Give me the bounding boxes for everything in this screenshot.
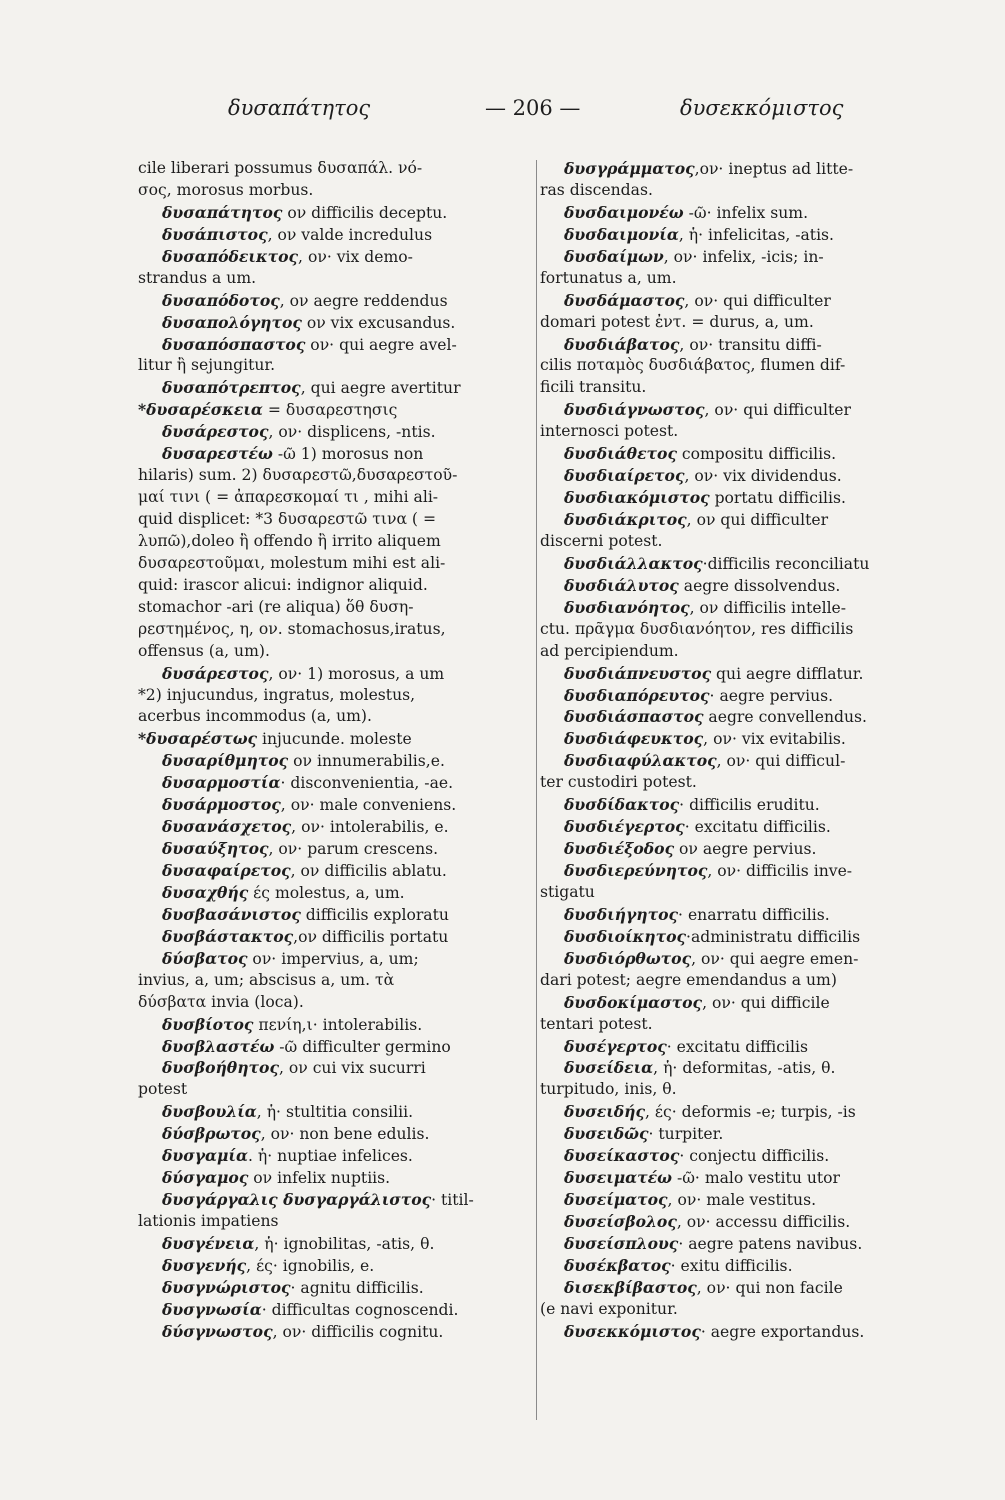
- definition-text: · aegre exportandus.: [700, 1322, 865, 1341]
- definition-text: , ές· deformis -e; turpis, -is: [644, 1103, 856, 1122]
- dictionary-line: [138, 334, 533, 356]
- definition-text: discerni potest.: [540, 531, 663, 550]
- definition-text: potest: [138, 1080, 188, 1099]
- headword: δυσγενής: [162, 1255, 247, 1275]
- dictionary-line: [540, 860, 935, 882]
- definition-text: ρεστημένος, η, ον. stomachosus,iratus,: [138, 619, 446, 638]
- definition-text: tentari potest.: [540, 1014, 653, 1033]
- headword: δυσαπόδεικτος: [162, 246, 299, 266]
- definition-text: , ον· male conveniens.: [280, 796, 457, 815]
- definition-text: λυπῶ),doleo ἢ offendo ἢ irrito aliquem: [138, 531, 441, 550]
- column-divider: [536, 160, 537, 1420]
- headword: δυσείσβολος: [564, 1212, 677, 1231]
- headword: δυσδιάθετος: [564, 444, 677, 464]
- headword: δυσδιαίρετος: [564, 466, 685, 486]
- dictionary-line: [540, 1123, 935, 1145]
- dictionary-line: [540, 772, 935, 794]
- headword: δύσγνωστος: [162, 1321, 273, 1341]
- definition-text: , ον· difficilis inve-: [707, 862, 853, 880]
- dictionary-line: [138, 816, 533, 838]
- headword: δυσαχθής: [162, 882, 249, 902]
- definition-text: quid displicet: *3 δυσαρεστῶ τινα ( =: [138, 510, 437, 528]
- dictionary-line: [138, 377, 533, 399]
- dictionary-line: [138, 772, 533, 794]
- definition-text: dari potest; aegre emendandus a um): [540, 970, 837, 989]
- definition-text: cilis ποταμὸς δυσδιάβατος, flumen dif-: [540, 356, 846, 375]
- definition-text: · difficilis eruditu.: [679, 796, 820, 815]
- headword: δυσαρίθμητος: [162, 751, 289, 771]
- dictionary-line: [138, 1057, 533, 1079]
- dictionary-line: [540, 443, 935, 465]
- dictionary-line: [138, 443, 533, 465]
- definition-text: , ον aegre reddendus: [279, 291, 448, 310]
- definition-text: · excitatu difficilis: [666, 1037, 808, 1056]
- headword: δυσδιάκριτος: [564, 510, 687, 529]
- header-right-guide-word: δυσεκκόμιστος: [680, 96, 844, 120]
- headword: δυσειδῶς: [564, 1124, 649, 1144]
- definition-text: , ον· qui aegre emen-: [691, 949, 859, 968]
- dictionary-line: [138, 1145, 533, 1167]
- dictionary-line: [540, 1145, 935, 1167]
- definition-text: cile liberari possumus δυσαπάλ. νό-: [138, 159, 423, 177]
- definition-text: -ῶ difficulter germino: [274, 1037, 451, 1056]
- definition-text: ον infelix nuptiis.: [248, 1169, 391, 1188]
- headword: δυσαπότρεπτος: [162, 378, 301, 398]
- headword: δυσδίδακτος: [564, 795, 680, 815]
- definition-text: , ον difficilis ablatu.: [290, 862, 447, 880]
- definition-text: ον innumerabilis,e.: [288, 752, 445, 771]
- left-column: [138, 158, 533, 1343]
- definition-text: · enarratu difficilis.: [678, 905, 830, 924]
- dictionary-line: [138, 421, 533, 443]
- dictionary-line: [138, 794, 533, 816]
- dictionary-line: [138, 992, 533, 1014]
- headword: δυσδιήγητος: [564, 904, 679, 924]
- definition-text: δυσαρεστοῦμαι, molestum mihi est ali-: [138, 553, 446, 572]
- headword: δυσαρμοστία: [162, 773, 281, 793]
- dictionary-line: [138, 1014, 533, 1036]
- right-column: [540, 158, 935, 1343]
- headword: δυσγράμματος: [564, 159, 695, 178]
- dictionary-line: [138, 158, 533, 180]
- definition-text: , ἡ· ignobilitas, -atis, θ.: [254, 1234, 435, 1253]
- definition-text: aegre convellendus.: [703, 708, 868, 727]
- headword: δυσάρεστος: [162, 663, 269, 683]
- definition-text: · aegre pervius.: [709, 686, 834, 705]
- dictionary-line: [540, 1101, 935, 1123]
- headword: δυσδιάβατος: [564, 334, 680, 354]
- dictionary-line: [138, 970, 533, 992]
- headword: δυσγνωσία: [162, 1299, 262, 1319]
- definition-text: , qui aegre avertitur: [300, 379, 461, 398]
- definition-text: , ον cui vix sucurri: [278, 1059, 426, 1078]
- definition-text: hilaris) sum. 2) δυσαρεστῶ,δυσαρεστοῦ-: [138, 466, 458, 485]
- definition-text: ficili transitu.: [540, 378, 647, 397]
- headword: δυσεκκόμιστος: [564, 1321, 701, 1341]
- definition-text: , ον· vix demo-: [298, 247, 413, 266]
- definition-text: *2) injucundus, ingratus, molestus,: [138, 685, 416, 704]
- dictionary-line: [138, 465, 533, 487]
- dictionary-line: [138, 1189, 533, 1211]
- definition-text: , ον· qui difficulter: [684, 291, 831, 310]
- headword: δυσάρεστος: [162, 422, 269, 442]
- dictionary-line: [138, 1277, 533, 1299]
- definition-text: (e navi exponitur.: [540, 1299, 678, 1318]
- headword: δυσαπόδοτος: [162, 290, 280, 310]
- dictionary-line: [138, 399, 533, 421]
- dictionary-line: [138, 246, 533, 268]
- dictionary-line: [540, 794, 935, 816]
- headword: δυσγάργαλις δυσγαργάλιστος: [162, 1190, 432, 1210]
- dictionary-line: [540, 334, 935, 356]
- dictionary-line: [138, 1255, 533, 1277]
- headword: δυσβουλία: [162, 1102, 257, 1122]
- headword: δυσείδεια: [564, 1058, 654, 1078]
- headword: δυσδιαπόρευτος: [564, 685, 710, 705]
- dictionary-line: [138, 1167, 533, 1189]
- dictionary-line: [138, 838, 533, 860]
- dictionary-line: [540, 948, 935, 970]
- definition-text: , ον· qui difficulter: [704, 401, 851, 420]
- definition-text: turpitudo, inis, θ.: [540, 1080, 677, 1099]
- dictionary-line: [138, 1123, 533, 1145]
- dictionary-line: [540, 882, 935, 904]
- dictionary-line: [138, 882, 533, 904]
- headword: δυσαπάτητος: [162, 202, 283, 222]
- definition-text: · exitu difficilis.: [670, 1256, 793, 1275]
- headword: δυσβλαστέω: [162, 1036, 275, 1056]
- definition-text: , ον· qui difficul-: [716, 752, 846, 771]
- definition-text: · turpiter.: [648, 1125, 724, 1144]
- headword: δύσβρωτος: [162, 1124, 261, 1144]
- headword: δυσανάσχετος: [162, 817, 292, 837]
- dictionary-line: [540, 246, 935, 268]
- dictionary-line: [540, 1321, 935, 1343]
- definition-text: fortunatus a, um.: [540, 268, 677, 287]
- definition-text: · excitatu difficilis.: [684, 818, 831, 837]
- definition-text: internosci potest.: [540, 422, 679, 441]
- definition-text: -ῶ· malo vestitu utor: [671, 1169, 840, 1188]
- definition-text: · difficultas cognoscendi.: [261, 1300, 459, 1319]
- dictionary-line: [540, 1167, 935, 1189]
- headword: δυσδαιμονέω: [564, 202, 684, 222]
- headword: δυσδιάφευκτος: [564, 729, 704, 749]
- dictionary-line: [540, 904, 935, 926]
- definition-text: difficilis exploratu: [300, 905, 449, 924]
- dictionary-line: [540, 663, 935, 685]
- definition-text: stomachor -ari (re aliqua) ὅθ δυση-: [138, 597, 414, 616]
- definition-text: · titil-: [431, 1191, 474, 1210]
- definition-text: portatu difficilis.: [709, 489, 846, 508]
- dictionary-line: [540, 487, 935, 509]
- headword: δυσγνώριστος: [162, 1277, 291, 1297]
- dictionary-line: [138, 597, 533, 619]
- headword: δυσδιερεύνητος: [564, 861, 708, 880]
- dictionary-line: [540, 728, 935, 750]
- dictionary-line: [540, 180, 935, 202]
- headword: δυσέγερτος: [564, 1036, 667, 1056]
- dictionary-line: [540, 355, 935, 377]
- headword: δύσβατος: [162, 948, 248, 968]
- definition-text: , ον· difficilis cognitu.: [272, 1322, 444, 1341]
- dictionary-line: [138, 531, 533, 553]
- definition-text: ,ον difficilis portatu: [293, 927, 449, 946]
- dictionary-line: [540, 1233, 935, 1255]
- dictionary-line: [540, 377, 935, 399]
- definition-text: ον difficilis deceptu.: [282, 203, 448, 222]
- header-left-guide-word: δυσαπάτητος: [228, 96, 371, 120]
- dictionary-line: [138, 1101, 533, 1123]
- definition-text: , ον· intolerabilis, e.: [291, 818, 449, 837]
- dictionary-line: [540, 1036, 935, 1058]
- definition-text: litur ἢ sejungitur.: [138, 356, 276, 375]
- headword: δυσείματος: [564, 1190, 668, 1210]
- headword: δυσαφαίρετος: [162, 861, 291, 880]
- headword: δυσδιέξοδος: [564, 839, 675, 859]
- definition-text: compositu difficilis.: [676, 445, 837, 464]
- headword: δυσειματέω: [564, 1168, 672, 1188]
- definition-text: , ον· qui difficile: [702, 993, 830, 1012]
- headword: δυσάρμοστος: [162, 795, 281, 815]
- dictionary-line: [138, 1299, 533, 1321]
- headword: δυσδιοίκητος: [564, 926, 687, 946]
- headword: δυσείσπλους: [564, 1233, 679, 1253]
- headword: δυσγένεια: [162, 1233, 255, 1253]
- definition-text: -ῶ 1) morosus non: [272, 445, 424, 464]
- definition-text: acerbus incommodus (a, um).: [138, 707, 372, 726]
- definition-text: ον· qui aegre avel-: [305, 335, 457, 354]
- dictionary-line: [540, 685, 935, 707]
- headword: δυσειδής: [564, 1102, 645, 1122]
- definition-text: , ον· vix dividendus.: [684, 467, 842, 486]
- definition-text: , ον· non bene edulis.: [260, 1125, 430, 1144]
- definition-text: , ον difficilis intelle-: [689, 598, 847, 617]
- dictionary-line: [540, 1277, 935, 1299]
- dictionary-line: [540, 509, 935, 531]
- dictionary-line: [138, 1321, 533, 1343]
- dictionary-line: [138, 641, 533, 663]
- definition-text: offensus (a, um).: [138, 641, 270, 660]
- dictionary-line: [138, 1233, 533, 1255]
- headword: δυσείκαστος: [564, 1146, 680, 1166]
- definition-text: ·administratu difficilis: [686, 927, 861, 946]
- headword: δυσαπολόγητος: [162, 312, 302, 332]
- definition-text: strandus a um.: [138, 268, 257, 287]
- headword: δυσδάμαστος: [564, 290, 685, 310]
- headword: δυσβάστακτος: [162, 926, 294, 946]
- dictionary-line: [138, 926, 533, 948]
- dictionary-line: [540, 290, 935, 312]
- headword: δυσαύξητος: [162, 839, 269, 859]
- headword: δυσγαμία: [162, 1146, 248, 1166]
- running-header: [140, 96, 900, 126]
- dictionary-line: [138, 728, 533, 750]
- dictionary-line: [540, 1189, 935, 1211]
- definition-text: · conjectu difficilis.: [679, 1147, 830, 1166]
- dictionary-line: [138, 553, 533, 575]
- dictionary-line: [138, 750, 533, 772]
- headword: *δυσαρέστως: [138, 729, 258, 749]
- definition-text: , ον· parum crescens.: [268, 840, 439, 859]
- definition-text: domari potest ἐντ. = durus, a, um.: [540, 312, 814, 331]
- headword: δυσβίοτος: [162, 1014, 254, 1034]
- dictionary-line: [540, 224, 935, 246]
- dictionary-line: [138, 268, 533, 290]
- definition-text: quid: irascor alicui: indignor aliquid.: [138, 575, 428, 594]
- definition-text: , ον qui difficulter: [686, 511, 829, 529]
- definition-text: aegre dissolvendus.: [678, 576, 841, 595]
- definition-text: , ον· accessu difficilis.: [676, 1213, 851, 1231]
- dictionary-line: [540, 202, 935, 224]
- headword: δυσβοήθητος: [162, 1058, 279, 1078]
- dictionary-line: [540, 1299, 935, 1321]
- headword: δυσδιάγνωστος: [564, 400, 705, 420]
- headword: δυσδιόρθωτος: [564, 948, 692, 968]
- headword: δισεκβίβαστος: [564, 1277, 697, 1297]
- dictionary-line: [540, 970, 935, 992]
- headword: δυσδιάσπαστος: [564, 707, 704, 727]
- dictionary-line: [138, 860, 533, 882]
- definition-text: qui aegre difflatur.: [711, 664, 864, 683]
- definition-text: , ον valde incredulus: [267, 225, 433, 244]
- dictionary-line: [138, 1211, 533, 1233]
- dictionary-line: [540, 838, 935, 860]
- definition-text: σος, morosus morbus.: [138, 180, 314, 199]
- dictionary-line: [540, 531, 935, 553]
- definition-text: ctu. πρᾶγμα δυσδιανόητον, res difficilis: [540, 619, 854, 638]
- dictionary-line: [540, 597, 935, 619]
- headword: δυσδιαφύλακτος: [564, 751, 717, 771]
- definition-text: ter custodiri potest.: [540, 773, 697, 792]
- definition-text: stigatu: [540, 882, 595, 901]
- dictionary-line: [540, 816, 935, 838]
- headword: *δυσαρέσκεια: [138, 400, 263, 420]
- dictionary-line: [540, 399, 935, 421]
- dictionary-line: [540, 553, 935, 575]
- dictionary-line: [540, 158, 935, 180]
- headword: δυσδαιμονία: [564, 224, 679, 244]
- headword: δυσάπιστος: [162, 224, 268, 244]
- dictionary-line: [138, 1079, 533, 1101]
- dictionary-line: [138, 706, 533, 728]
- definition-text: ον vix excusandus.: [301, 313, 456, 332]
- definition-text: , ον· displicens, -ntis.: [268, 423, 436, 442]
- definition-text: , ἡ· infelicitas, -atis.: [678, 225, 835, 244]
- dictionary-line: [138, 904, 533, 926]
- definition-text: . ἡ· nuptiae infelices.: [247, 1147, 413, 1166]
- dictionary-line: [138, 575, 533, 597]
- definition-text: , ον· infelix, -icis; in-: [663, 247, 824, 266]
- dictionary-line: [138, 1036, 533, 1058]
- dictionary-line: [138, 180, 533, 202]
- dictionary-line: [540, 1079, 935, 1101]
- headword: δύσγαμος: [162, 1168, 249, 1188]
- definition-text: , ἡ· stultitia consilii.: [256, 1103, 414, 1122]
- definition-text: lationis impatiens: [138, 1212, 279, 1230]
- dictionary-line: [138, 685, 533, 707]
- headword: δυσδιάλυτος: [564, 575, 679, 595]
- page-number: — 206 —: [485, 96, 581, 120]
- headword: δυσαρεστέω: [162, 444, 273, 464]
- definition-text: , ον· qui non facile: [696, 1278, 843, 1297]
- definition-text: · agnitu difficilis.: [290, 1278, 424, 1297]
- definition-text: δύσβατα invia (loca).: [138, 992, 304, 1011]
- dictionary-line: [540, 421, 935, 443]
- definition-text: , ον· vix evitabilis.: [703, 730, 846, 749]
- dictionary-line: [138, 487, 533, 509]
- definition-text: , ον· male vestitus.: [667, 1191, 817, 1210]
- dictionary-line: [138, 509, 533, 531]
- dictionary-line: [138, 224, 533, 246]
- dictionary-line: [540, 750, 935, 772]
- dictionary-line: [540, 641, 935, 663]
- definition-text: · aegre patens navibus.: [678, 1234, 863, 1253]
- definition-text: πενίη,ι· intolerabilis.: [253, 1015, 423, 1034]
- dictionary-line: [138, 290, 533, 312]
- dictionary-line: [540, 706, 935, 728]
- headword: δυσαπόσπαστος: [162, 334, 306, 354]
- definition-text: · disconvenientia, -ae.: [280, 774, 454, 793]
- headword: δυσδιακόμιστος: [564, 488, 710, 508]
- headword: δυσδοκίμαστος: [564, 992, 703, 1012]
- dictionary-line: [138, 202, 533, 224]
- definition-text: , ές· ignobilis, e.: [246, 1256, 375, 1275]
- dictionary-line: [138, 948, 533, 970]
- dictionary-line: [540, 465, 935, 487]
- definition-text: ον· impervius, a, um;: [247, 949, 419, 968]
- definition-text: ad percipiendum.: [540, 641, 679, 660]
- definition-text: -ῶ· infelix sum.: [683, 203, 809, 222]
- dictionary-line: [540, 992, 935, 1014]
- definition-text: ές molestus, a, um.: [248, 883, 405, 902]
- definition-text: μαί τινι ( = ἀπαρεσκομαί τι , mihi ali-: [138, 488, 439, 507]
- dictionary-line: [540, 268, 935, 290]
- definition-text: ον aegre pervius.: [674, 840, 817, 859]
- headword: δυσδαίμων: [564, 246, 664, 266]
- headword: δυσδιέγερτος: [564, 817, 685, 837]
- definition-text: invius, a, um; abscisus a, um. τὰ: [138, 970, 395, 989]
- dictionary-line: [540, 1014, 935, 1036]
- headword: δυσδιανόητος: [564, 597, 690, 617]
- dictionary-line: [138, 619, 533, 641]
- dictionary-line: [540, 1211, 935, 1233]
- dictionary-line: [540, 926, 935, 948]
- definition-text: , ἡ· deformitas, -atis, θ.: [653, 1059, 836, 1078]
- dictionary-line: [540, 312, 935, 334]
- definition-text: injucunde. moleste: [257, 730, 412, 749]
- definition-text: , ον· 1) morosus, a um: [268, 664, 445, 683]
- dictionary-line: [540, 1057, 935, 1079]
- dictionary-line: [138, 663, 533, 685]
- headword: δυσβασάνιστος: [162, 904, 301, 924]
- dictionary-line: [540, 619, 935, 641]
- headword: δυσέκβατος: [564, 1255, 671, 1275]
- definition-text: ·difficilis reconciliatu: [702, 554, 870, 573]
- definition-text: ras discendas.: [540, 180, 653, 199]
- definition-text: , ον· transitu diffi-: [679, 335, 822, 354]
- headword: δυσδιάλλακτος: [564, 553, 703, 573]
- dictionary-line: [138, 312, 533, 334]
- headword: δυσδιάπνευστος: [564, 663, 712, 683]
- definition-text: ,ον· ineptus ad litte-: [694, 160, 854, 178]
- dictionary-line: [138, 355, 533, 377]
- definition-text: = δυσαρεστησις: [262, 401, 398, 420]
- dictionary-line: [540, 1255, 935, 1277]
- dictionary-line: [540, 575, 935, 597]
